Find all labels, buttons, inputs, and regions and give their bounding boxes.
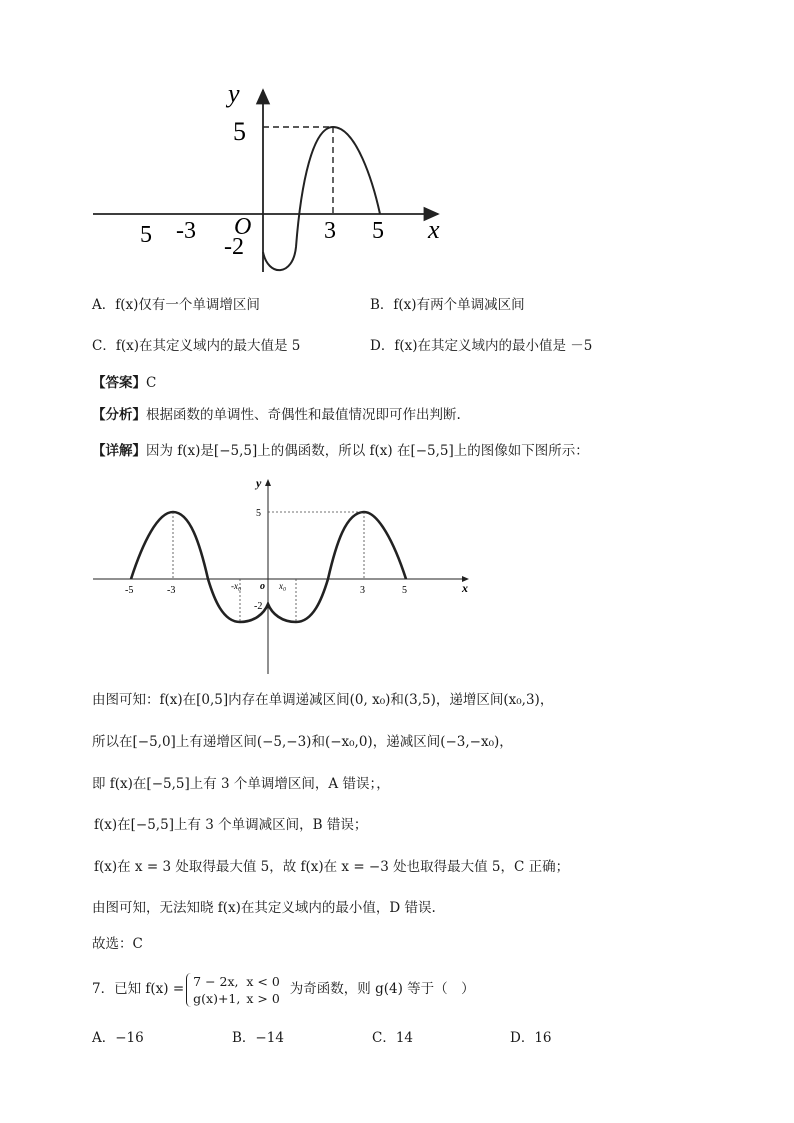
- x-axis-label: x: [462, 581, 468, 595]
- q7-option-d: D．16: [510, 1030, 552, 1046]
- origin-label: O: [234, 214, 252, 240]
- x-tick-label: -3: [167, 585, 176, 596]
- y-max-label: 5: [256, 508, 261, 519]
- explanation-line: 由图可知，无法知晓 f(x)在其定义域内的最小值，D 错误.: [92, 900, 436, 916]
- explanation-line: 所以在[−5,0]上有递增区间(−5,−3)和(−x₀,0)，递减区间(−3,−x₀)，: [92, 734, 513, 750]
- analysis-line: [92, 405, 461, 425]
- final-choice: 故选：C: [92, 936, 143, 952]
- explanation-line: f(x)在 x = 3 处取得最大值 5，故 f(x)在 x = −3 处也取得最大值 5，C 正确；: [94, 859, 570, 875]
- y-min-label: -2: [224, 234, 244, 260]
- x-tick-label: 5: [402, 585, 407, 596]
- piecewise-function: [186, 973, 286, 1007]
- detail-line: [92, 441, 589, 461]
- analysis-tag: 【分析】: [92, 407, 146, 423]
- x-tick-label: -3: [176, 218, 196, 244]
- option-b: B．f(x)有两个单调减区间: [370, 297, 525, 313]
- explanation-line: f(x)在[−5,5]上有 3 个单调减区间，B 错误；: [94, 817, 368, 833]
- answer-tag: 【答案】: [92, 375, 146, 391]
- q7-prefix: 7．已知 f(x) =: [92, 981, 185, 997]
- analysis-text: 根据函数的单调性、奇偶性和最值情况即可作出判断.: [146, 407, 461, 423]
- detail-text: 因为 f(x)是[−5,5]上的偶函数，所以 f(x) 在[−5,5]上的图像如下图所示：: [146, 443, 589, 459]
- option-c: C．f(x)在其定义域内的最大值是 5: [92, 338, 301, 354]
- question-7: [92, 970, 475, 1008]
- x-tick-label: -5: [125, 585, 134, 596]
- explanation-line: 由图可知：f(x)在[0,5]内存在单调递减区间(0, x₀)和(3,5)，递增区间(x₀,3)，: [92, 692, 554, 708]
- x-tick-label: 3: [360, 585, 365, 596]
- x-tick-label: 3: [324, 218, 336, 244]
- even-function-graph-figure-2: [88, 474, 480, 678]
- x-tick-label: 5: [140, 222, 152, 248]
- case2-cond: x > 0: [246, 990, 280, 1006]
- function-graph-figure-1: [88, 82, 450, 278]
- case1-expr: 7 − 2x,: [193, 973, 239, 989]
- origin-label: o: [260, 581, 265, 592]
- explanation-line: 即 f(x)在[−5,5]上有 3 个单调增区间，A 错误；，: [92, 776, 390, 792]
- answer-line: [92, 373, 156, 393]
- y-axis-label: y: [228, 82, 240, 108]
- x-tick-label: x₀: [279, 581, 287, 591]
- x-tick-label: 5: [372, 218, 384, 244]
- option-a: A．f(x)仅有一个单调增区间: [92, 297, 260, 313]
- case2-expr: g(x)+1,: [193, 990, 241, 1006]
- y-min-label: -2: [254, 601, 263, 612]
- x-tick-label: -x₀: [231, 581, 242, 591]
- q7-option-c: C．14: [372, 1030, 414, 1046]
- y-max-label: 5: [233, 117, 246, 146]
- answer-text: C: [146, 375, 157, 391]
- curve: [263, 127, 380, 270]
- x-axis-label: x: [428, 215, 440, 244]
- y-axis-label: y: [256, 476, 262, 490]
- q7-suffix: 为奇函数，则 g(4) 等于（ ）: [289, 981, 475, 997]
- detail-tag: 【详解】: [92, 443, 146, 459]
- option-d: D．f(x)在其定义域内的最小值是 －5: [370, 338, 593, 354]
- q7-option-a: A．−16: [92, 1030, 144, 1046]
- case1-cond: x < 0: [246, 973, 280, 989]
- q7-option-b: B．−14: [232, 1030, 284, 1046]
